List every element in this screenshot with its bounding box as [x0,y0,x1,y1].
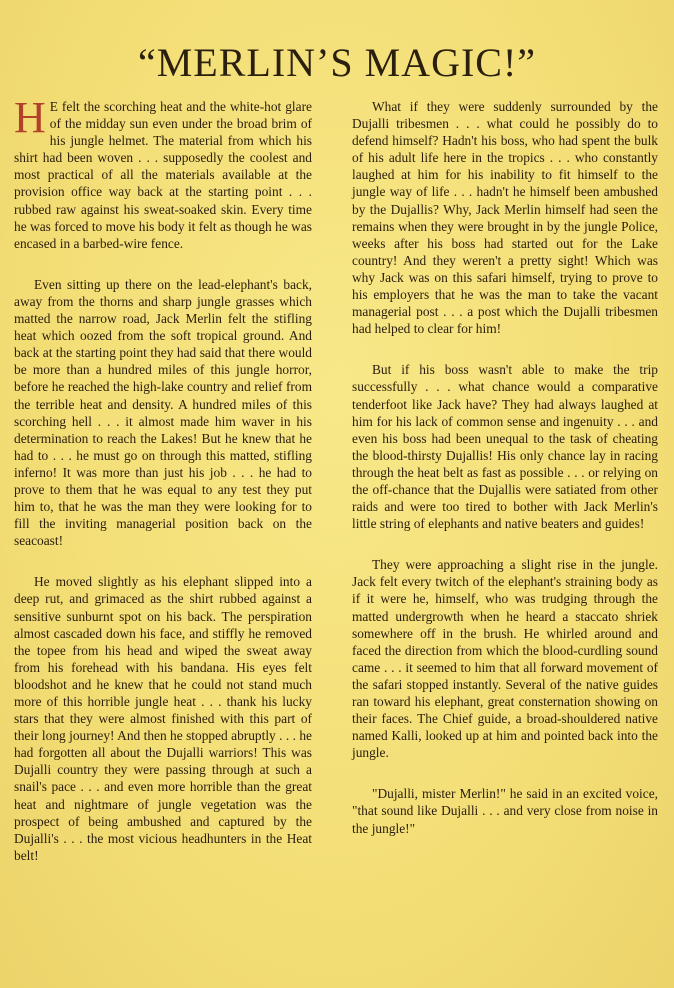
paragraph: But if his boss wasn't able to make the trip successfully . . . what chance would a comparative tenderfoot like Jack have? They had always laughed at him for his lack of common sense and ingenuity . . . and even his boss had been unequal to the task of cheating the blood-thirsty Dujallis! His only chance lay in racing through the heat belt as fast as possible . . . or relying on the off-chance that the Dujallis were satiated from other raids and were too tired to bother with Jack Merlin's little string of elephants and native beaters and guides! [352,362,658,532]
paragraph-text: E felt the scorching heat and the white-hot glare of the midday sun even under the broad brim of his jungle helmet. The material from which his shirt had been woven . . . supposedly the coolest and most practical of all the materials available at the provision office way back at the starting point . . . rubbed raw against his sweat-soaked skin. Every time he was forced to move his body it felt as though he was encased in a barbed-wire fence. [14,99,312,251]
drop-cap: H [14,93,46,142]
paragraph: Even sitting up there on the lead-elephant's back, away from the thorns and sharp jungle grasses which matted the narrow road, Jack Merlin felt the stifling heat which oozed from the soft tropical ground. And back at the starting point they had said that there would be more than a hundred miles of this jungle horror, before he reached the high-lake country and relief from the terrible heat and density. A hundred miles of this scorching hell . . . it almost made him waver in his determination to reach the Lakes! But he knew that he had to . . . he must go on through this matted, stifling inferno! It was more than just his job . . . he had to prove to them that he was equal to any test they put him to, that he was the man they were looking for to fill the inviting managerial position back on the seacoast! [14,276,312,549]
paragraph [14,93,312,252]
paragraph: What if they were suddenly surrounded by the Dujalli tribesmen . . . what could he possibly do to defend himself? Hadn't his boss, who had spent the bulk of his adult life here in the tropics . . . who constantly laughed at him for his inability to fit himself to the jungle way of life . . . hadn't he himself been ambushed by the Dujallis? Why, Jack Merlin himself had seen the remains when they were brought in by the jungle Police, weeks after his boss had started out for the Lake country! And they weren't a pretty sight! Which was why Jack was on this safari himself, trying to prove to his employers that he was the man to take the vacant managerial post . . . a post which the Dujalli tribesmen had helped to clear for him! [352,99,658,337]
right-column [352,98,658,861]
story-title: “MERLIN’S MAGIC!” [137,39,537,85]
left-column [14,93,312,888]
paragraph: He moved slightly as his elephant slipped into a deep rut, and grimaced as the shirt rubbed against a sensitive sunburnt spot on his back. The perspiration almost cascaded down his face, and stiffly he removed the topee from his head and wiped the sweat away from his forehead with his bandana. His eyes felt bloodshot and he knew that he could not stand much more of this horrible jungle heat . . . thank his lucky stars that they were almost finished with this part of their long journey! And then he stopped abruptly . . . he had forgotten all about the Dujalli warriors! This was Dujalli country they were passing through at such a snail's pace . . . and even more horrible than the great heat and nightmare of jungle vegetation was the prospect of being ambushed and captured by the Dujalli's . . . the most vicious headhunters in the Heat belt! [14,574,312,863]
paragraph: They were approaching a slight rise in the jungle. Jack felt every twitch of the elephant's straining body as if it were he, himself, who was trudging through the matted undergrowth when he heard a staccato shriek somewhere off in the brush. He whirled around and faced the direction from which the blood-curdling sound came . . . it seemed to him that all forward movement of the safari stopped instantly. Several of the native guides ran toward his elephant, great consternation showing on their faces. The Chief guide, a broad-shouldered native named Kalli, looked up at him and pointed back into the jungle. [352,557,658,761]
paragraph: "Dujalli, mister Merlin!" he said in an excited voice, "that sound like Dujalli . . . and very close from noise in the jungle!" [352,786,658,836]
